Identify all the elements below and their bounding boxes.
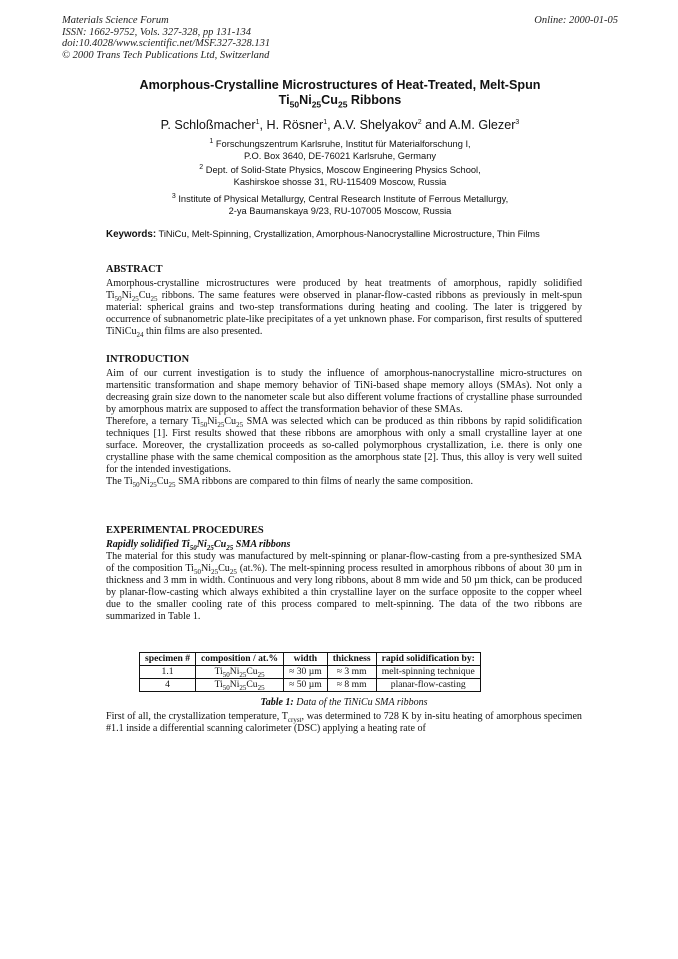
- abstract-heading: ABSTRACT: [106, 264, 163, 275]
- author-name: H. Rösner: [266, 118, 324, 132]
- table-cell: 1.1: [140, 666, 196, 679]
- abstract-text: Amorphous-crystalline microstructures were produced by heat treatments of amorphous, rapidly solidified $Ti_{50}Ni_{25}Cu_{25}$ ribbons. The same features were observed in planar-flow-casted ribbons as previously in melt-spun material: spherical grains and two-step transformations during heating and cooling. The later is triggered by occurrence of subnanometric plate-like precipitates of a yet unknown phase. For comparison, first results of sputtered TiNiCu$_{24}$ thin films are also presented.: [106, 278, 582, 340]
- title-line-2: $Ti_{50}Ni_{25}Cu_{25}$ Ribbons: [278, 93, 402, 110]
- author-name: A.M. Glezer: [448, 118, 516, 132]
- table-header-cell: specimen #: [140, 653, 196, 666]
- journal-copyright: © 2000 Trans Tech Publications Ltd, Switzerland: [62, 49, 270, 61]
- table-1-caption: Table 1: Data of the TiNiCu SMA ribbons: [260, 697, 428, 708]
- introduction-paragraph-1: Aim of our current investigation is to study the influence of amorphous-nanocrystalline micro-structures on martensitic transformation and shape memory behavior of TiNi-based shape memory alloys (SMAs). Not only a decreasing grain size down to the nanometer scale but also different volume fractions of crystalline phase surrounded by amorphous matrix are supposed to affect the transformation behavior of these SMAs.: [106, 368, 582, 415]
- table-cell: melt-spinning technique: [376, 666, 480, 679]
- table-header-cell: thickness: [327, 653, 376, 666]
- table-cell: $Ti_{50}Ni_{25}Cu_{25}$: [196, 679, 284, 692]
- table-header-cell: rapid solidification by:: [376, 653, 480, 666]
- paper-title: [60, 78, 620, 108]
- experimental-heading: EXPERIMENTAL PROCEDURES: [106, 525, 264, 536]
- experimental-paragraph: The material for this study was manufactured by melt-spinning or planar-flow-casting from a pre-synthesized SMA of the composition $Ti_{50}Ni_{25}Cu_{25}$ (at.%). The melt-spinning process resulted in amorphous ribbons of about 30 µm in thickness and 3 mm in width. Continuous and very long ribbons, about 8 mm wide and 50 µm thick, can be produced by planar-flow-casting which always exhibited a thin crystalline layer on the surface opposite to the copper wheel due to the smaller cooling rate of this process compared to melt-spinning. The data of the two ribbons are summarized in Table 1.: [106, 551, 582, 622]
- table-cell: ≈ 3 mm: [327, 666, 376, 679]
- journal-issn: ISSN: 1662-9752, Vols. 327-328, pp 131-134: [62, 26, 251, 38]
- online-date: Online: 2000-01-05: [534, 15, 618, 26]
- table-header-cell: width: [284, 653, 328, 666]
- introduction-section: [106, 354, 582, 488]
- author-affiliation-mark: 1: [323, 118, 328, 126]
- table-cell: ≈ 30 µm: [284, 666, 328, 679]
- experimental-section: [106, 525, 582, 623]
- introduction-heading: INTRODUCTION: [106, 354, 190, 365]
- table-cell: ≈ 50 µm: [284, 679, 328, 692]
- table-1: [139, 652, 481, 692]
- table-row: [140, 666, 481, 679]
- experimental-subheading: Rapidly solidified $Ti_{50}Ni_{25}Cu_{25}$ SMA ribbons: [106, 539, 291, 553]
- author-affiliation-mark: 3: [515, 118, 520, 126]
- table-cell: 4: [140, 679, 196, 692]
- keywords-label: Keywords:: [106, 229, 157, 240]
- table-header-cell: composition / at.%: [196, 653, 284, 666]
- keywords-text: TiNiCu, Melt-Spinning, Crystallization, Amorphous-Nanocrystalline Microstructure, Thin Films: [156, 229, 540, 239]
- introduction-paragraph-2: Therefore, a ternary $Ti_{50}Ni_{25}Cu_{25}$ SMA was selected which can be produced as thin ribbons by rapid solidification techniques [1]. First results showed that these ribbons are amorphous with only a small crystalline layer at one surface. Moreover, the crystallization proceeds as so-called polymorphous crystallization, i.e. there is only one crystalline phase with the same chemical composition as the amorphous state [2]. Thus, this alloy is very well suited for the intended investigations.: [106, 416, 582, 475]
- table-cell: planar-flow-casting: [376, 679, 480, 692]
- affiliation-2: $^2$ Dept. of Solid-State Physics, Moscow Engineering Physics School, Kashirskoe shosse 31, RU-115409 Moscow, Russia: [199, 163, 481, 187]
- final-paragraph: First of all, the crystallization temperature, $T_{cryst}$, was determined to 728 K by in-situ heating of amorphous specimen #1.1 inside a differential scanning calorimeter (DSC) applying a heating rate of: [106, 711, 582, 734]
- journal-name: Materials Science Forum: [62, 15, 169, 26]
- table-cell: ≈ 8 mm: [327, 679, 376, 692]
- table-cell: $Ti_{50}Ni_{25}Cu_{25}$: [196, 666, 284, 679]
- introduction-paragraph-3: The $Ti_{50}Ni_{25}Cu_{25}$ SMA ribbons are compared to thin films of nearly the same composition.: [106, 476, 473, 490]
- table-row: [140, 679, 481, 692]
- author-name: A.V. Shelyakov: [333, 118, 418, 132]
- keywords: [106, 229, 582, 241]
- table-header-row: [140, 653, 481, 666]
- affiliation-1: $^1$ Forschungszentrum Karlsruhe, Institut für Materialforschung I, P.O. Box 3640, DE-76021 Karlsruhe, Germany: [209, 137, 471, 161]
- abstract-section: [106, 264, 582, 338]
- journal-doi[interactable]: doi:10.4028/www.scientific.net/MSF.327-328.131: [62, 38, 271, 49]
- journal-header: [62, 15, 618, 61]
- author-affiliation-mark: 2: [417, 118, 422, 126]
- author-name: P. Schloßmacher: [160, 118, 256, 132]
- author-list: P. Schloßmacher$^1$, H. Rösner$^1$, A.V. Shelyakov$^2$ and A.M. Glezer$^3$: [160, 118, 520, 132]
- author-affiliation-mark: 1: [255, 118, 260, 126]
- affiliation-3: $^3$ Institute of Physical Metallurgy, Central Research Institute of Ferrous Metallurgy, 2-ya Baumanskaya 9/23, RU-107005 Moscow, Russia: [171, 192, 509, 216]
- title-line-1: Amorphous-Crystalline Microstructures of Heat-Treated, Melt-Spun: [139, 78, 541, 92]
